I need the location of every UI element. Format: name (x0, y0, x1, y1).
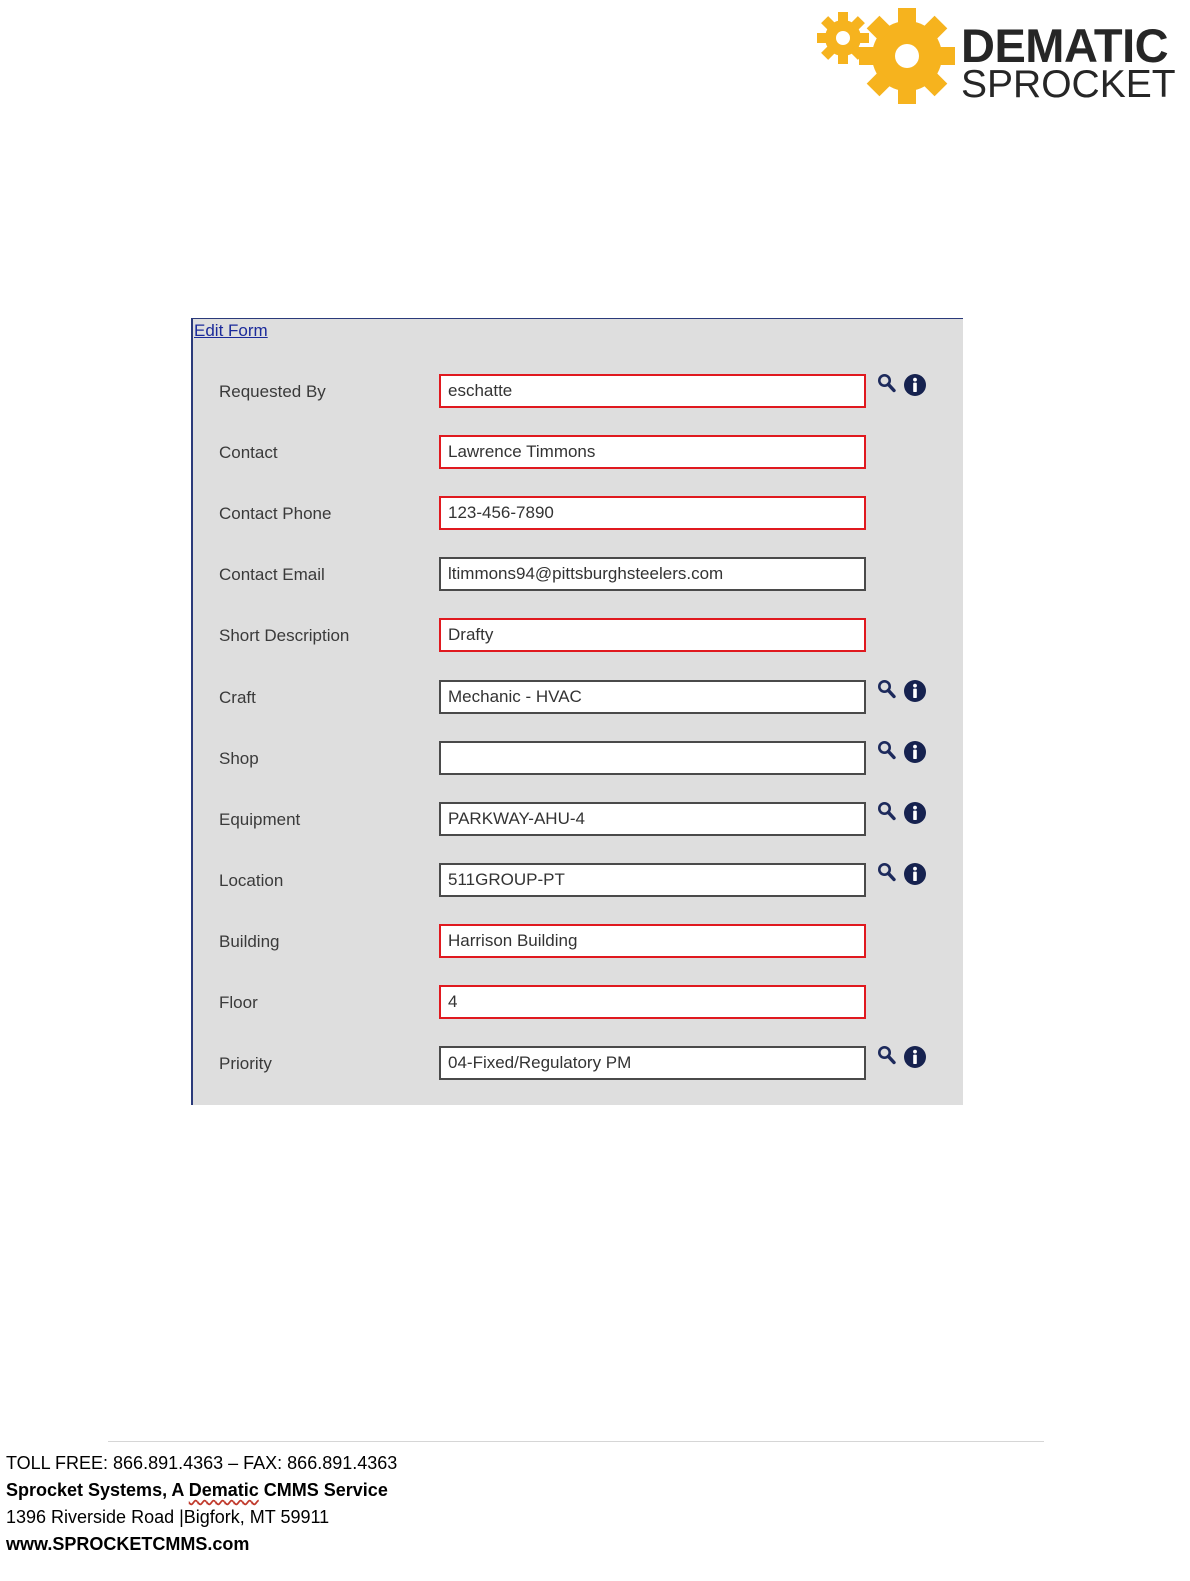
info-icon[interactable] (903, 862, 927, 886)
search-icon[interactable] (877, 1045, 897, 1067)
search-icon[interactable] (877, 373, 897, 395)
footer-website: www.SPROCKETCMMS.com (6, 1534, 250, 1554)
field-label-floor: Floor (219, 993, 258, 1012)
contact-phone-input[interactable] (439, 496, 866, 530)
field-label-contact-email: Contact Email (219, 565, 325, 585)
search-icon[interactable] (877, 801, 897, 823)
form-row-requested-by (193, 374, 963, 408)
form-row-contact-email (193, 557, 963, 591)
short-description-input[interactable] (439, 618, 866, 652)
craft-lookup-controls (877, 679, 929, 705)
info-icon[interactable] (903, 679, 927, 703)
footer-phone-line: TOLL FREE: 866.891.4363 – FAX: 866.891.4363 (6, 1453, 398, 1473)
shop-lookup-controls (877, 740, 929, 766)
form-row-building (193, 924, 963, 958)
field-label-requested-by: Requested By (219, 382, 326, 401)
search-icon[interactable] (877, 740, 897, 762)
field-label-equipment: Equipment (219, 809, 301, 829)
company-logo (815, 8, 1180, 106)
form-row-short-description (193, 618, 963, 652)
search-icon[interactable] (877, 679, 897, 701)
shop-input[interactable] (439, 741, 866, 775)
edit-form-panel (191, 318, 963, 1105)
footer-company-prefix: Sprocket Systems, A (6, 1480, 189, 1500)
search-icon[interactable] (877, 862, 897, 884)
priority-lookup-controls (877, 1045, 929, 1071)
edit-form-link[interactable]: Edit Form (194, 321, 268, 340)
form-row-floor (193, 985, 963, 1019)
form-row-priority (193, 1046, 963, 1080)
footer-address: 1396 Riverside Road |Bigfork, MT 59911 (6, 1507, 330, 1527)
field-label-craft: Craft (219, 687, 256, 707)
info-icon[interactable] (903, 1045, 927, 1069)
logo-wordmark-sprocket: SPROCKET (961, 63, 1176, 106)
logo-wordmark-dematic: DEMATIC (961, 19, 1169, 72)
field-label-contact-phone: Contact Phone (219, 504, 332, 524)
footer-company-brand: Dematic (188, 1480, 259, 1500)
info-icon[interactable] (903, 801, 927, 825)
page-footer (6, 1450, 397, 1558)
form-row-craft (193, 680, 963, 714)
form-row-equipment (193, 802, 963, 836)
contact-email-input[interactable] (439, 557, 866, 591)
location-lookup-controls (877, 862, 929, 888)
requested-by-lookup-controls (877, 373, 929, 399)
equipment-lookup-controls (877, 801, 929, 827)
gears-logo-icon (815, 8, 960, 106)
form-row-shop (193, 741, 963, 775)
field-label-short-description: Short Description (219, 626, 350, 646)
field-label-priority: Priority (219, 1054, 272, 1074)
priority-input[interactable] (439, 1046, 866, 1080)
requested-by-input[interactable] (439, 374, 866, 408)
footer-divider (108, 1441, 1044, 1442)
footer-company-line (6, 1477, 397, 1504)
craft-input[interactable] (439, 680, 866, 714)
form-row-contact (193, 435, 963, 469)
floor-input[interactable] (439, 985, 866, 1019)
info-icon[interactable] (903, 373, 927, 397)
form-row-contact-phone (193, 496, 963, 530)
equipment-input[interactable] (439, 802, 866, 836)
footer-company-suffix: CMMS Service (258, 1480, 388, 1500)
field-label-shop: Shop (219, 748, 259, 768)
building-input[interactable] (439, 924, 866, 958)
field-label-building: Building (219, 931, 280, 951)
location-input[interactable] (439, 863, 866, 897)
form-row-location (193, 863, 963, 897)
contact-input[interactable] (439, 435, 866, 469)
info-icon[interactable] (903, 740, 927, 764)
field-label-location: Location (219, 870, 284, 890)
field-label-contact: Contact (219, 443, 278, 463)
